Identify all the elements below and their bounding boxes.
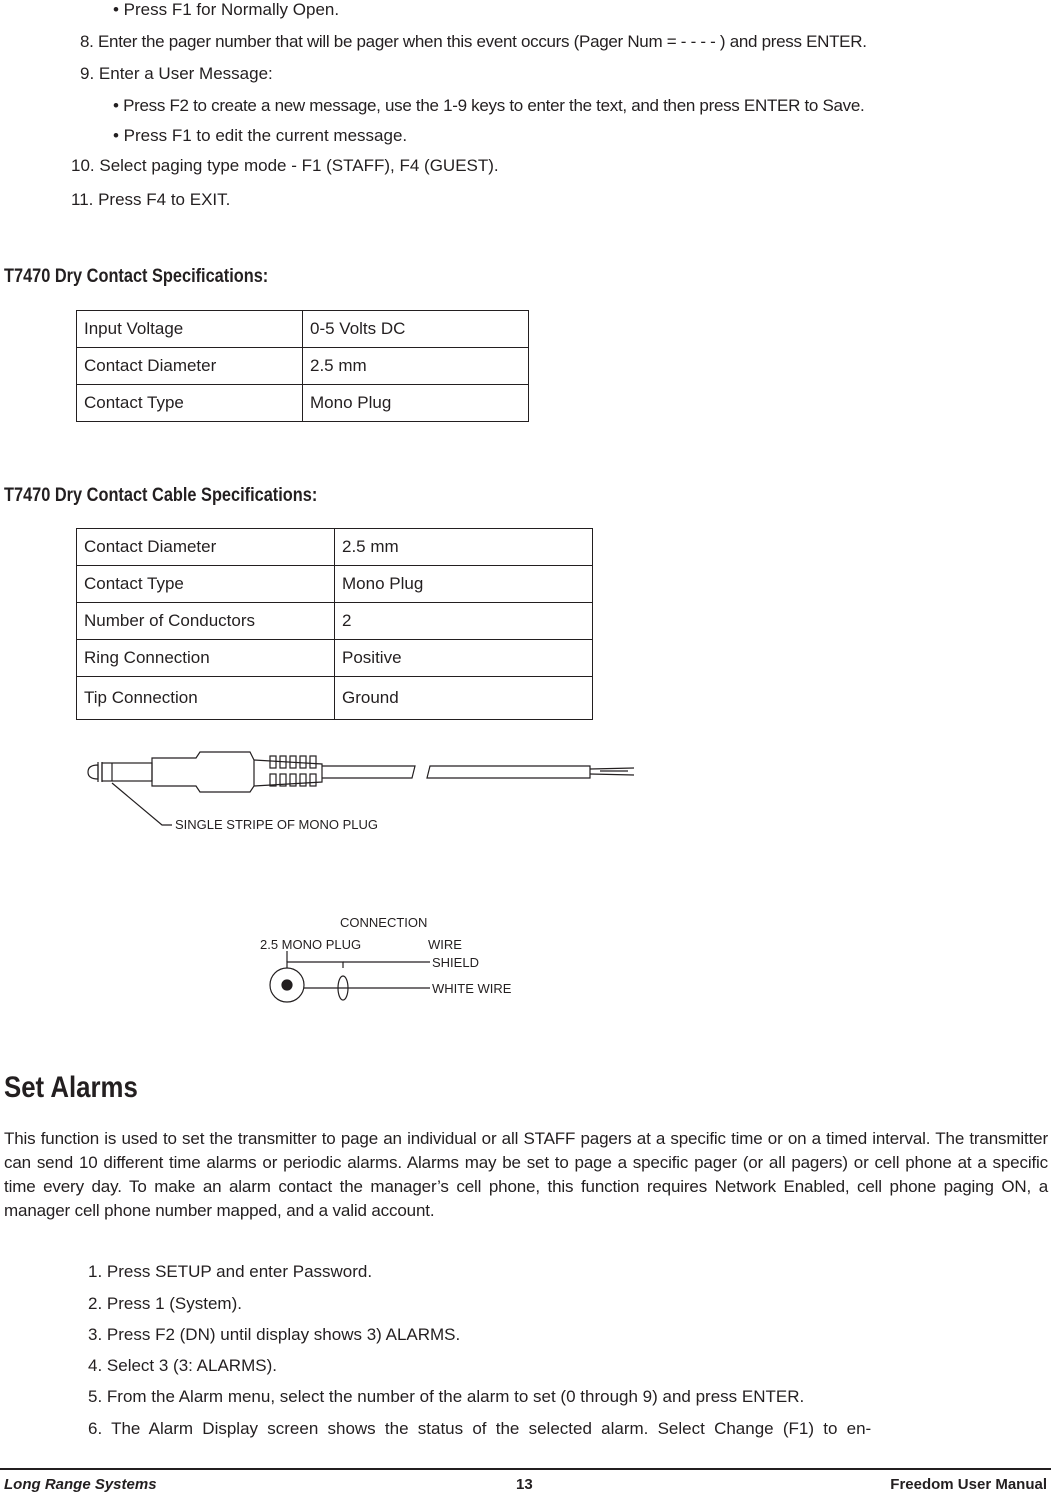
table-cell: Mono Plug [335,566,593,603]
table-cell: 2.5 mm [303,348,529,385]
footer-left: Long Range Systems [4,1476,157,1493]
step-8: 8. Enter the pager number that will be pager when this event occurs (Pager Num = - - - - ) and press ENTER. [80,32,867,51]
table-row [77,677,593,720]
alarm-step-6: 6. The Alarm Display screen shows the status of the selected alarm. Select Change (F1) to en- [88,1419,872,1438]
cable-heading: T7470 Dry Contact Cable Specifications: [4,485,318,506]
wire-label: WIRE [428,937,462,952]
plug-caption: SINGLE STRIPE OF MONO PLUG [175,817,378,832]
cable-table [76,528,593,720]
step-9: 9. Enter a User Message: [80,64,273,83]
step-bullet-normally-open: • Press F1 for Normally Open. [113,0,340,19]
footer-page-number: 13 [516,1476,533,1493]
plug-label: 2.5 MONO PLUG [260,937,362,952]
table-cell: Input Voltage [77,311,303,348]
table-cell: 2.5 mm [335,529,593,566]
connection-title: CONNECTION [340,915,428,930]
step-bullet-edit-message: • Press F1 to edit the current message. [113,126,408,145]
mono-plug-diagram [0,740,660,840]
alarm-step-1: 1. Press SETUP and enter Password. [88,1262,373,1281]
alarm-step-4: 4. Select 3 (3: ALARMS). [88,1356,277,1375]
white-wire-label: WHITE WIRE [432,981,512,996]
table-row [77,311,529,348]
table-cell: Positive [335,640,593,677]
connection-diagram [240,905,540,1010]
table-cell: Contact Diameter [77,348,303,385]
step-10: 10. Select paging type mode - F1 (STAFF), F4 (GUEST). [71,156,499,175]
table-row [77,529,593,566]
table-row [77,640,593,677]
table-cell: Ground [335,677,593,720]
alarm-step-5: 5. From the Alarm menu, select the number of the alarm to set (0 through 9) and press ENTER. [88,1387,805,1406]
set-alarms-heading: Set Alarms [4,1071,138,1104]
dry-contact-table [76,310,529,422]
table-cell: Contact Diameter [77,529,335,566]
shield-label: SHIELD [432,955,479,970]
table-row [77,348,529,385]
table-cell: Contact Type [77,385,303,422]
set-alarms-paragraph: This function is used to set the transmitter to page an individual or all STAFF pagers at a specific time or on a timed interval. The transmitter can send 10 different time alarms or periodic alarms. Alarms may be set to page a specific pager (or all pagers) or cell phone at a specific time every day. To make an alarm contact the manager’s cell phone, this function requires Network Enabled, cell phone paging ON, a manager cell phone number mapped, and a valid account. [4,1129,1048,1220]
alarm-step-2: 2. Press 1 (System). [88,1294,242,1313]
table-row [77,566,593,603]
table-cell: Mono Plug [303,385,529,422]
dry-contact-heading: T7470 Dry Contact Specifications: [4,266,269,287]
table-cell: Number of Conductors [77,603,335,640]
table-row [77,603,593,640]
table-row [77,385,529,422]
table-cell: Contact Type [77,566,335,603]
table-cell: 0-5 Volts DC [303,311,529,348]
table-cell: 2 [335,603,593,640]
table-cell: Tip Connection [77,677,335,720]
alarm-step-3: 3. Press F2 (DN) until display shows 3) ALARMS. [88,1325,461,1344]
table-cell: Ring Connection [77,640,335,677]
step-11: 11. Press F4 to EXIT. [71,190,231,209]
footer-right: Freedom User Manual [890,1476,1047,1493]
footer-divider [0,1468,1051,1470]
step-bullet-new-message: • Press F2 to create a new message, use the 1-9 keys to enter the text, and then press ENTER to Save. [113,96,865,115]
